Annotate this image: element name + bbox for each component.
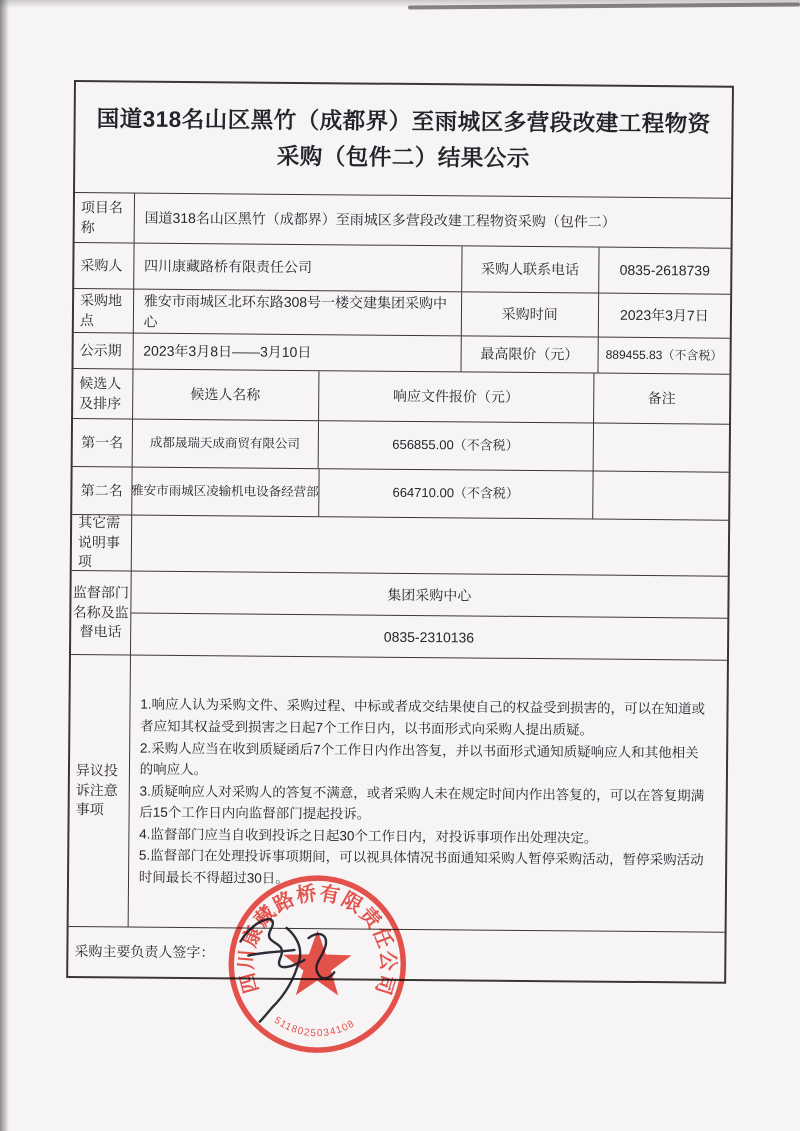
supervisor-label: 监督部门名称及监督电话 — [72, 584, 129, 640]
document-sheet — [66, 80, 734, 1040]
row-supervisor — [71, 570, 728, 660]
row-candidate-header — [73, 368, 729, 424]
objection-item: 1.响应人认为采购文件、采购过程、中标或者成交结果使自己的权益受到损害的，可以在知道或者应知其权益受到损害之日起7个工作日内，以书面形式向采购人提出质疑。 — [139, 696, 706, 738]
candidate-2-price: 664710.00（不含税） — [318, 469, 593, 518]
row-other-notes — [72, 514, 728, 576]
row-project-name — [75, 192, 731, 248]
project-name-label: 项目名称 — [80, 198, 123, 235]
title-line-1: 国道318名山区黑竹（成都界）至雨城区多营段改建工程物资 — [96, 105, 711, 137]
supervisor-phone: 0835-2310136 — [131, 613, 728, 660]
candidate-1-price: 656855.00（不含税） — [317, 421, 593, 470]
max-price-label: 最高限价（元） — [460, 336, 597, 372]
photo-left-edge — [0, 0, 9, 1131]
other-notes-value — [130, 516, 728, 576]
document-title — [75, 82, 732, 198]
candidate-1-rank: 第一名 — [81, 433, 124, 451]
objection-item: 2.采购人应当在收到质疑函后7个工作日内作出答复，并以书面形式通知质疑响应人和其他相关的响应人。 — [139, 740, 699, 778]
buyer-label: 采购人 — [80, 256, 123, 274]
project-name-value: 国道318名山区黑竹（成都界）至雨城区多营段改建工程物资采购（包件二） — [133, 194, 731, 248]
candidate-1-name: 成都晟瑞天成商贸有限公司 — [131, 420, 317, 469]
purchase-time-label: 采购时间 — [460, 292, 598, 336]
objection-item: 5.监督部门在处理投诉事项期间，可以视具体情况书面通知采购人暂停采购活动，暂停采购活动时间最长不得超过30日。 — [138, 848, 704, 886]
candidate-1-remark — [592, 424, 729, 472]
title-line-2: 采购（包件二）结果公示 — [276, 143, 530, 171]
objection-text — [127, 656, 727, 932]
candidate-row-1 — [73, 418, 729, 472]
buyer-phone-label: 采购人联系电话 — [461, 246, 599, 292]
supervisor-name: 集团采购中心 — [387, 586, 472, 603]
candidate-price-header: 响应文件报价（元） — [318, 371, 594, 422]
candidate-2-remark — [592, 472, 728, 520]
candidate-rank-header: 候选人及排序 — [79, 374, 122, 411]
row-publicity-period — [73, 332, 729, 374]
candidate-name-header: 候选人名称 — [132, 370, 318, 421]
period-value: 2023年3月8日——3月10日 — [132, 334, 460, 372]
other-notes-label: 其它需说明事项 — [77, 514, 121, 570]
objection-item: 4.监督部门应当自收到投诉之日起30个工作日内，对投诉事项作出处理决定。 — [139, 826, 598, 846]
row-buyer — [74, 242, 730, 294]
period-label: 公示期 — [79, 341, 122, 359]
candidate-row-2 — [72, 466, 728, 520]
objection-item: 3.质疑响应人对采购人的答复不满意，或者采购人未在规定时间内作出答复的，可以在答复期满后15个工作日内向监督部门提起投诉。 — [139, 783, 705, 822]
handwritten-signature — [224, 897, 360, 1028]
seal-number-text: 5118025034108 — [271, 1014, 358, 1040]
objection-label: 异议投诉注意事项 — [75, 762, 119, 818]
candidate-2-rank: 第二名 — [80, 481, 123, 499]
buyer-value: 四川康藏路桥有限责任公司 — [133, 244, 461, 292]
purchase-time-value: 2023年3月7日 — [598, 294, 731, 338]
supervisor-values — [130, 572, 728, 660]
candidate-2-name: 雅安市雨城区凌输机电设备经营部 — [131, 468, 318, 517]
max-price-value: 889455.83（不含税） — [597, 338, 729, 374]
candidate-remark-header: 备注 — [593, 374, 730, 424]
signature-label: 采购主要负责人签字： — [74, 942, 215, 960]
seal-company-text: 四川康藏路桥有限责任公司 — [235, 882, 399, 999]
address-value: 雅安市雨城区北环东路308号一楼交建集团采购中心 — [132, 290, 460, 336]
announcement-table — [66, 80, 734, 984]
buyer-phone-value: 0835-2618739 — [598, 248, 731, 294]
address-label: 采购地点 — [79, 291, 123, 328]
row-address — [74, 288, 730, 338]
